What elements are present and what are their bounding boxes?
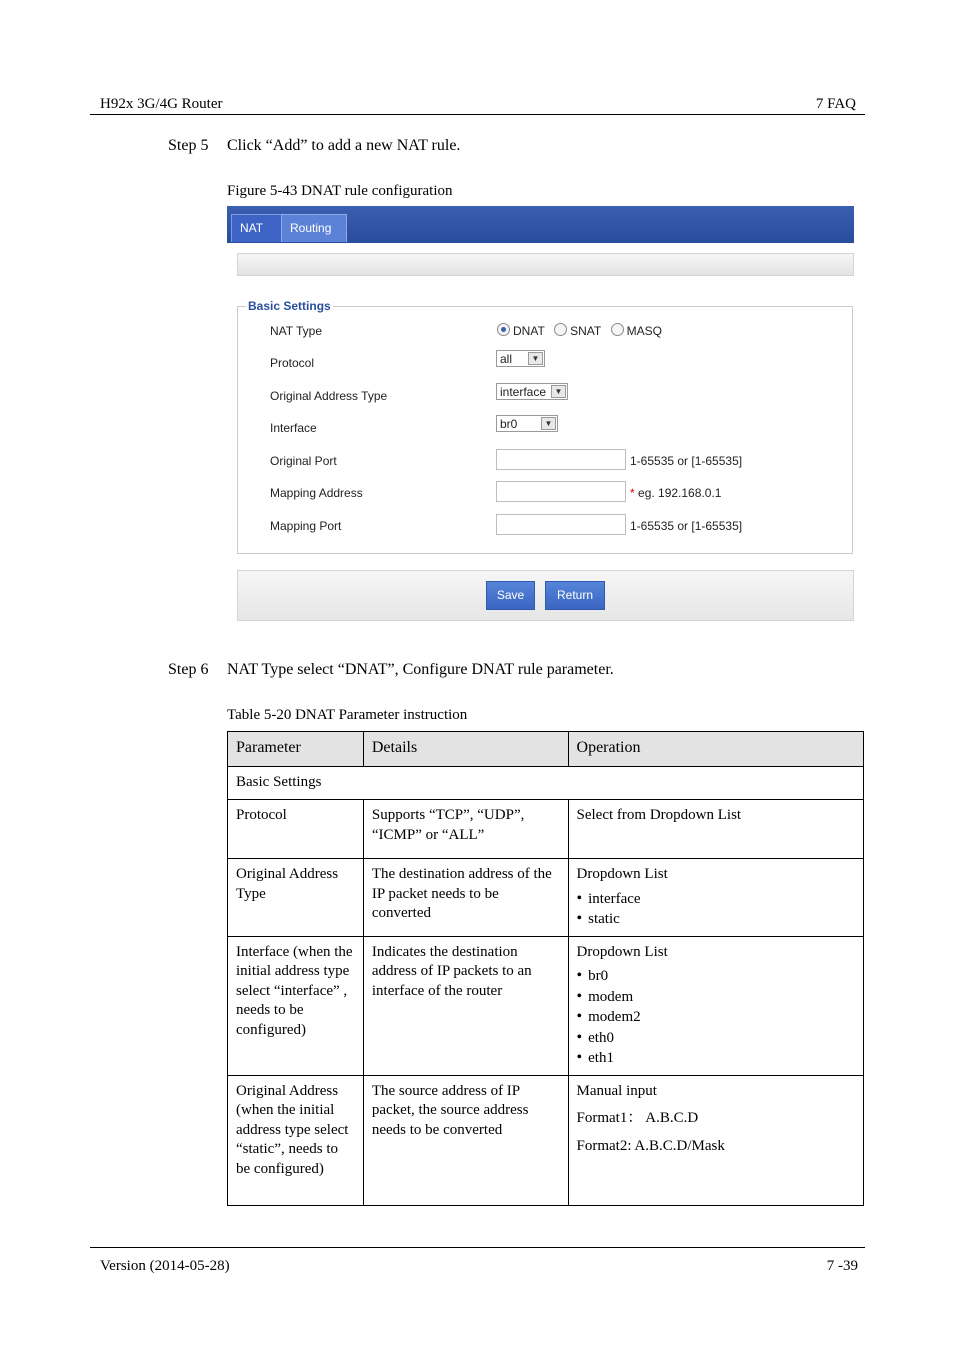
- details-cell: Indicates the destination address of IP packets to an interface of the router: [363, 936, 568, 1075]
- details-cell: Supports “TCP”, “UDP”, “ICMP” or “ALL”: [363, 800, 568, 859]
- top-nav-bar: [227, 206, 854, 243]
- option-list: [577, 889, 855, 930]
- basic-settings-group: [237, 299, 853, 554]
- param-cell: Original Address Type: [228, 859, 364, 937]
- protocol-select[interactable]: [496, 350, 545, 367]
- list-item: • br0: [577, 966, 855, 987]
- list-item: • interface: [577, 889, 855, 910]
- list-item: • eth1: [577, 1048, 855, 1069]
- header-rule: [90, 114, 865, 115]
- step-text: NAT Type select “DNAT”, Configure DNAT rule parameter.: [227, 661, 614, 678]
- header-chapter: 7 FAQ: [815, 96, 856, 112]
- original-port-label: Original Port: [270, 454, 337, 468]
- interface-label: Interface: [270, 421, 317, 435]
- dnat-config-screenshot: [227, 206, 854, 626]
- chevron-down-icon: ▼: [551, 385, 566, 398]
- interface-select[interactable]: [496, 415, 558, 432]
- operation-cell: Select from Dropdown List: [568, 800, 863, 859]
- required-marker: *: [630, 486, 635, 500]
- chevron-down-icon: ▼: [541, 417, 556, 430]
- protocol-value: all: [500, 352, 513, 366]
- operation-text: Dropdown List: [576, 866, 668, 882]
- masq-radio-label: MASQ: [626, 324, 662, 338]
- dnat-radio[interactable]: [497, 323, 510, 336]
- table-row: [228, 859, 864, 937]
- option-list: [577, 966, 855, 1069]
- mapping-address-label: Mapping Address: [270, 486, 363, 500]
- original-address-type-value: interface: [500, 385, 547, 399]
- operation-text: Manual input: [576, 1082, 657, 1099]
- step-text: Click “Add” to add a new NAT rule.: [227, 137, 461, 154]
- operation-cell: [568, 859, 863, 937]
- column-header: Details: [363, 732, 568, 767]
- step-5: [168, 137, 460, 155]
- footer-version: Version (2014-05-28): [100, 1258, 230, 1274]
- original-port-input[interactable]: [496, 449, 626, 470]
- mapping-port-input[interactable]: [496, 514, 626, 535]
- interface-value: br0: [500, 417, 518, 431]
- details-cell: The destination address of the IP packet needs to be converted: [363, 859, 568, 937]
- footer-rule: [90, 1247, 865, 1248]
- nat-type-label: NAT Type: [270, 324, 323, 338]
- table-row: [228, 800, 864, 859]
- param-cell: Protocol: [228, 800, 364, 859]
- basic-settings-legend: Basic Settings: [248, 299, 331, 313]
- protocol-label: Protocol: [270, 356, 315, 370]
- step-6: [168, 661, 614, 679]
- operation-text: Dropdown List: [576, 943, 668, 960]
- dnat-radio-label: DNAT: [513, 324, 545, 338]
- column-header: Operation: [568, 732, 863, 767]
- return-button[interactable]: Return: [545, 581, 605, 610]
- table-row: [228, 936, 864, 1075]
- table-header-row: [228, 732, 864, 767]
- tab-nat[interactable]: NAT: [231, 214, 287, 242]
- dnat-parameter-table: [227, 731, 864, 1206]
- mapping-address-example: eg. 192.168.0.1: [638, 486, 722, 500]
- list-item: • static: [577, 909, 855, 930]
- section-row: [228, 767, 864, 800]
- list-item: • modem2: [577, 1007, 855, 1028]
- page-number: 7 -39: [826, 1258, 858, 1274]
- format2-text: Format2: A.B.C.D/Mask: [576, 1137, 725, 1154]
- mapping-address-input[interactable]: [496, 481, 626, 502]
- format1-text: Format1： A.B.C.D: [576, 1110, 699, 1126]
- original-port-hint: 1-65535 or [1-65535]: [630, 454, 743, 468]
- original-address-type-select[interactable]: [496, 383, 568, 400]
- table-caption: Table 5-20 DNAT Parameter instruction: [227, 707, 468, 723]
- list-item: • modem: [577, 987, 855, 1008]
- tab-routing[interactable]: Routing: [281, 214, 347, 242]
- snat-radio[interactable]: [554, 323, 567, 336]
- param-cell: Original Address (when the initial address type select “static”, needs to be configured): [228, 1075, 364, 1205]
- step-number: Step 6: [168, 661, 209, 678]
- step-number: Step 5: [168, 137, 209, 154]
- table-row: [228, 1075, 864, 1205]
- mapping-port-label: Mapping Port: [270, 519, 342, 533]
- list-item: • eth0: [577, 1028, 855, 1049]
- title-strip: [237, 253, 854, 276]
- param-cell: Interface (when the initial address type select “interface” , needs to be configured): [228, 936, 364, 1075]
- column-header: Parameter: [228, 732, 364, 767]
- chevron-down-icon: ▼: [528, 352, 543, 365]
- figure-caption: Figure 5-43 DNAT rule configuration: [227, 183, 453, 199]
- operation-cell: [568, 1075, 863, 1205]
- section-title: Basic Settings: [228, 767, 864, 800]
- operation-cell: [568, 936, 863, 1075]
- masq-radio[interactable]: [611, 323, 624, 336]
- mapping-address-hint: [630, 486, 721, 500]
- save-button[interactable]: Save: [486, 581, 535, 610]
- details-cell: The source address of IP packet, the source address needs to be converted: [363, 1075, 568, 1205]
- nat-type-radio-group: [497, 323, 668, 338]
- button-bar: [237, 570, 854, 621]
- snat-radio-label: SNAT: [570, 324, 602, 338]
- mapping-port-hint: 1-65535 or [1-65535]: [630, 519, 743, 533]
- header-title: H92x 3G/4G Router: [100, 96, 223, 112]
- original-address-type-label: Original Address Type: [270, 389, 388, 403]
